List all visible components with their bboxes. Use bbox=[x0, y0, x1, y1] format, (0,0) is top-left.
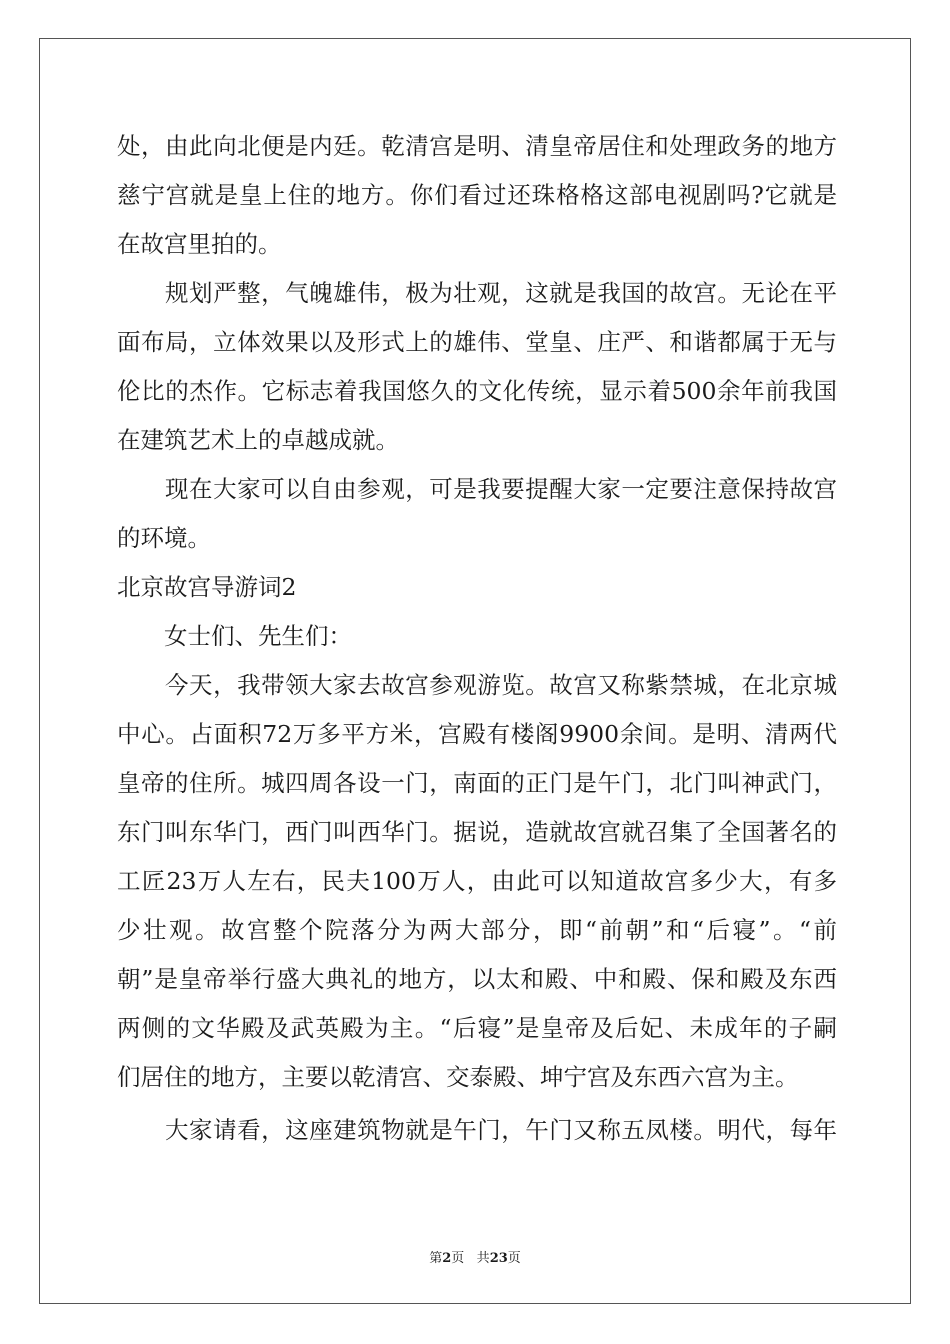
text-line: 东门叫东华门，西门叫西华门。据说，造就故宫就召集了全国著名的 bbox=[117, 818, 837, 846]
current-page-number: 2 bbox=[442, 1251, 452, 1266]
text-line: 两侧的文华殿及武英殿为主。“后寝”是皇帝及后妃、未成年的子嗣 bbox=[117, 1014, 837, 1042]
footer-prefix: 第 bbox=[429, 1251, 443, 1266]
text-line: 规划严整，气魄雄伟，极为壮观，这就是我国的故宫。无论在平 bbox=[117, 279, 837, 307]
text-line: 少壮观。故宫整个院落分为两大部分，即“前朝”和“后寝”。“前 bbox=[117, 916, 837, 944]
text-line: 朝”是皇帝举行盛大典礼的地方，以太和殿、中和殿、保和殿及东西 bbox=[117, 965, 837, 993]
footer-total-suffix: 页 bbox=[507, 1251, 521, 1266]
text-line: 在故宫里拍的。 bbox=[117, 230, 282, 258]
text-line: 们居住的地方，主要以乾清宫、交泰殿、坤宁宫及东西六宫为主。 bbox=[117, 1063, 799, 1091]
salutation: 女士们、先生们： bbox=[117, 622, 352, 650]
text-line: 处，由此向北便是内廷。乾清宫是明、清皇帝居住和处理政务的地方 bbox=[117, 132, 837, 160]
footer-page-suffix: 页 bbox=[451, 1251, 465, 1266]
text-line: 慈宁宫就是皇上住的地方。你们看过还珠格格这部电视剧吗?它就是 bbox=[117, 181, 837, 209]
text-line: 皇帝的住所。城四周各设一门，南面的正门是午门，北门叫神武门， bbox=[117, 769, 837, 797]
text-line: 在建筑艺术上的卓越成就。 bbox=[117, 426, 399, 454]
text-line: 今天，我带领大家去故宫参观游览。故宫又称紫禁城，在北京城 bbox=[117, 671, 837, 699]
document-body bbox=[117, 122, 837, 1155]
text-line: 中心。占面积72万多平方米，宫殿有楼阁9900余间。是明、清两代 bbox=[117, 720, 837, 748]
page-footer bbox=[0, 1247, 950, 1266]
text-line: 现在大家可以自由参观，可是我要提醒大家一定要注意保持故宫 bbox=[117, 475, 837, 503]
text-line: 大家请看，这座建筑物就是午门，午门又称五凤楼。明代，每年 bbox=[117, 1116, 837, 1144]
footer-total-prefix: 共 bbox=[476, 1251, 490, 1266]
text-line: 工匠23万人左右，民夫100万人，由此可以知道故宫多少大，有多 bbox=[117, 867, 837, 895]
text-line: 的环境。 bbox=[117, 524, 211, 552]
section-heading: 北京故宫导游词2 bbox=[117, 573, 297, 601]
total-page-count: 23 bbox=[489, 1251, 508, 1266]
text-line: 面布局，立体效果以及形式上的雄伟、堂皇、庄严、和谐都属于无与 bbox=[117, 328, 837, 356]
text-line: 伦比的杰作。它标志着我国悠久的文化传统，显示着500余年前我国 bbox=[117, 377, 837, 405]
